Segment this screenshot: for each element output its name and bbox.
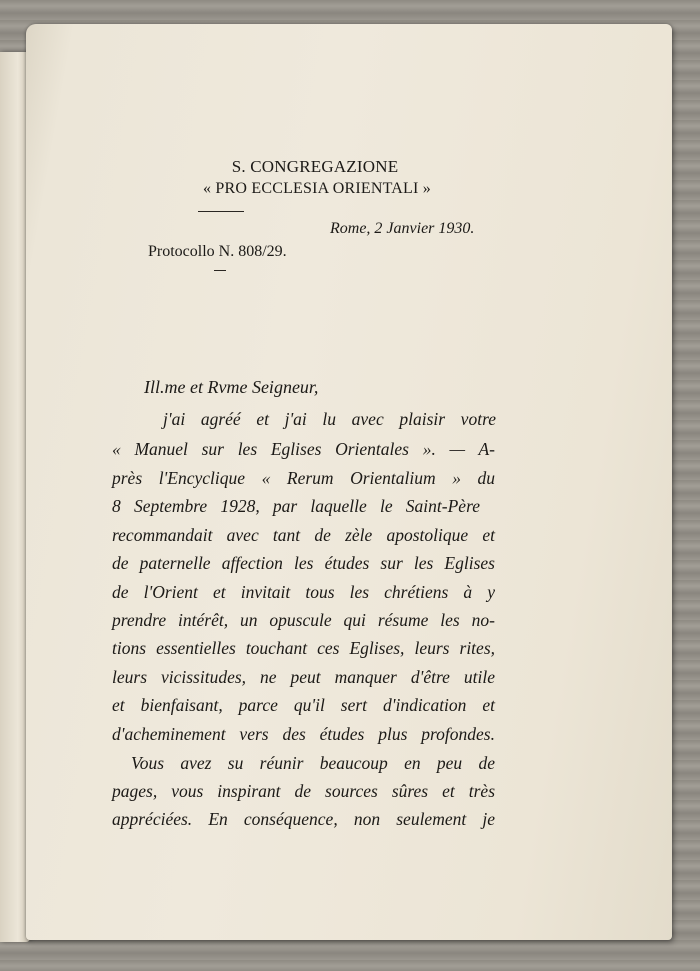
body-line: Vous avez su réunir beaucoup en peu de [131, 753, 495, 773]
protocol-rule [214, 270, 226, 271]
header-rule [198, 211, 244, 212]
salutation: Ill.me et Rvme Seigneur, [144, 377, 319, 397]
body-line: recommandait avec tant de zèle apostolique et [112, 525, 495, 545]
congregation-subtitle: « PRO ECCLESIA ORIENTALI » [203, 180, 431, 197]
body-line: pages, vous inspirant de sources sûres et très [112, 781, 495, 801]
letter-date: Rome, 2 Janvier 1930. [330, 220, 475, 237]
body-line: « Manuel sur les Eglises Orientales ». — A- [112, 439, 495, 459]
body-line: d'acheminement vers des études plus profondes. [112, 724, 495, 744]
body-line: appréciées. En conséquence, non seulement je [112, 809, 495, 829]
body-line: près l'Encyclique « Rerum Orientalium » du [112, 468, 495, 488]
body-line: et bienfaisant, parce qu'il sert d'indication et [112, 695, 495, 715]
body-line: 8 Septembre 1928, par laquelle le Saint-Père [112, 496, 480, 516]
body-line: tions essentielles touchant ces Eglises, leurs rites, [112, 638, 495, 658]
protocol-number: Protocollo N. 808/29. [148, 243, 287, 260]
body-line: prendre intérêt, un opuscule qui résume les no- [112, 610, 495, 630]
body-line: de l'Orient et invitait tous les chrétiens à y [112, 582, 495, 602]
body-line: j'ai agréé et j'ai lu avec plaisir votre [163, 409, 496, 429]
body-line: de paternelle affection les études sur les Eglises [112, 553, 495, 573]
body-line: leurs vicissitudes, ne peut manquer d'être utile [112, 667, 495, 687]
congregation-title: S. CONGREGAZIONE [231, 157, 399, 176]
book-page [26, 24, 672, 940]
